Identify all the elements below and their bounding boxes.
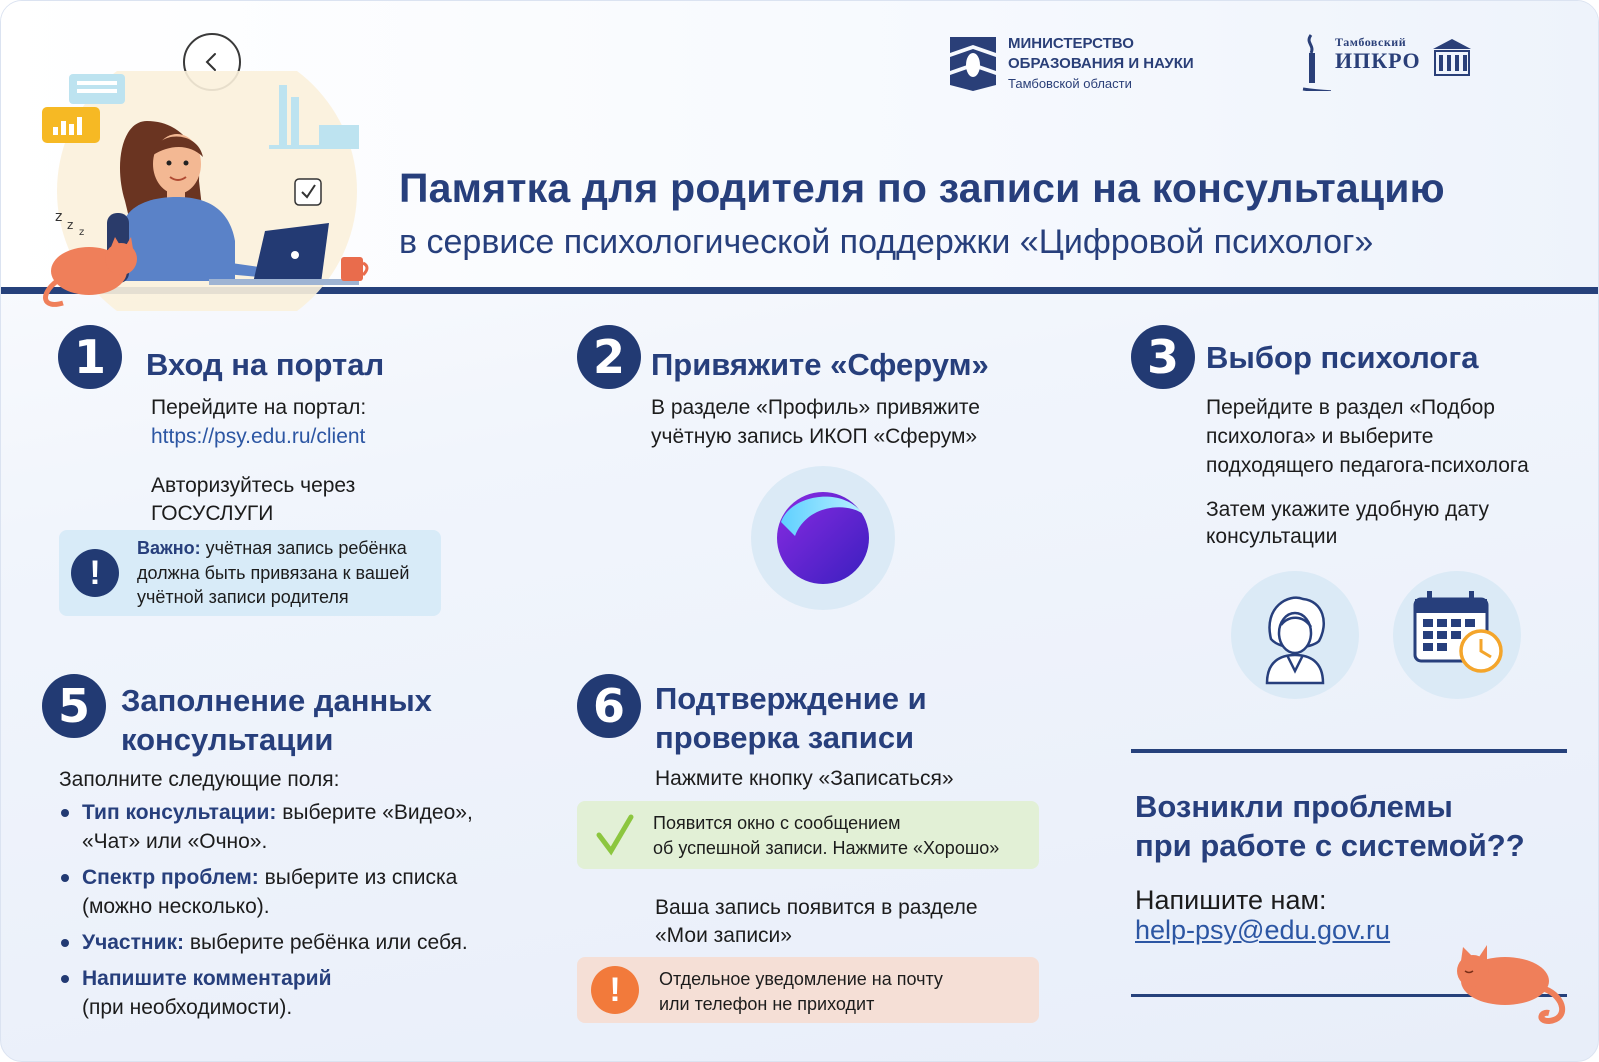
bullet-text: выберите «Видео», <box>276 801 473 824</box>
step3-line3: подходящего педагога-психолога <box>1206 454 1529 477</box>
chevron-left-icon <box>201 51 223 73</box>
checkmark-icon <box>595 813 635 857</box>
sleeping-cat-icon <box>1445 941 1595 1031</box>
step5-heading-line1: Заполнение данных <box>121 683 432 718</box>
bullet-text2: (можно несколько). <box>82 895 270 918</box>
help-heading-line2: при работе с системой?? <box>1135 828 1525 863</box>
list-item <box>57 863 527 921</box>
step2-heading: Привяжите «Сферум» <box>651 347 989 382</box>
torch-icon <box>1301 31 1331 91</box>
step1-text2-line1: Авторизуйтесь через <box>151 474 356 497</box>
ministry-logo <box>946 31 1216 97</box>
success-line2: об успешной записи. Нажмите «Хорошо» <box>653 837 1000 858</box>
step1-heading: Вход на портал <box>146 347 385 382</box>
step6-line3: «Мои записи» <box>655 924 792 947</box>
calendar-circle <box>1393 571 1521 699</box>
step3-line2: психолога» и выберите <box>1206 425 1434 448</box>
sferum-logo-circle <box>751 466 895 610</box>
bullet-bold: Спектр проблем: <box>82 866 259 889</box>
step6-number: 6 <box>577 674 641 738</box>
warning-note <box>577 957 1039 1023</box>
sferum-logo-icon <box>751 466 895 610</box>
step5-number: 5 <box>42 674 106 738</box>
step2-line2: учётную запись ИКОП «Сферум» <box>651 425 978 448</box>
success-note-text <box>653 811 999 860</box>
step5-heading-line2: консультации <box>121 722 334 757</box>
step3-heading: Выбор психолога <box>1206 340 1479 375</box>
calendar-clock-icon <box>1393 571 1521 699</box>
help-divider-top <box>1131 749 1567 753</box>
ministry-line2: ОБРАЗОВАНИЯ И НАУКИ <box>1008 55 1194 72</box>
portal-link[interactable]: https://psy.edu.ru/client <box>151 425 366 448</box>
bullet-bold: Тип консультации: <box>82 801 277 824</box>
svg-text:z: z <box>55 209 63 225</box>
list-item <box>57 964 527 1022</box>
ministry-emblem-icon <box>946 33 1000 93</box>
step6-line1: Нажмите кнопку «Записаться» <box>655 767 954 790</box>
step6-heading-line1: Подтверждение и <box>655 681 927 716</box>
svg-text:z: z <box>79 227 85 238</box>
step1-text1: Перейдите на портал: <box>151 396 367 419</box>
important-line1: учётная запись ребёнка <box>200 538 407 558</box>
warning-icon: ! <box>591 966 639 1014</box>
step2-line1: В разделе «Профиль» привяжите <box>651 396 980 419</box>
warning-line2: или телефон не приходит <box>659 993 875 1014</box>
important-line2: должна быть привязана к вашей <box>137 562 410 583</box>
page-title: Памятка для родителя по записи на консультацию <box>399 165 1445 211</box>
step3-line4: Затем укажите удобную дату <box>1206 498 1490 521</box>
success-line1: Появится окно с сообщением <box>653 813 901 833</box>
step2-number: 2 <box>577 325 641 389</box>
list-item <box>57 798 527 856</box>
ipkro-line2: ИПКРО <box>1335 48 1421 73</box>
bullet-text2: «Чат» или «Очно». <box>82 830 268 853</box>
step3-line1: Перейдите в раздел «Подбор <box>1206 396 1495 419</box>
help-email-link[interactable]: help-psy@edu.gov.ru <box>1135 915 1391 945</box>
bullet-bold: Участник: <box>82 931 184 954</box>
important-note-text <box>137 536 409 610</box>
psychologist-icon <box>1231 571 1359 699</box>
ministry-line3: Тамбовской области <box>1008 76 1132 91</box>
step1-text2-line2: ГОСУСЛУГИ <box>151 502 274 525</box>
help-heading-line1: Возникли проблемы <box>1135 789 1453 824</box>
step1-number: 1 <box>58 325 122 389</box>
step6-line2: Ваша запись появится в разделе <box>655 896 978 919</box>
list-item <box>57 928 527 957</box>
building-icon <box>1431 37 1473 77</box>
bullet-bold: Напишите комментарий <box>82 967 332 990</box>
warning-note-text <box>659 967 943 1016</box>
important-label: Важно: <box>137 538 201 558</box>
svg-text:z: z <box>67 218 74 232</box>
step3-number: 3 <box>1131 325 1195 389</box>
bullet-text: выберите ребёнка или себя. <box>184 931 468 954</box>
bullet-text2: (при необходимости). <box>82 996 293 1019</box>
page-subtitle: в сервисе психологической поддержки «Цифровой психолог» <box>399 223 1374 261</box>
exclamation-icon: ! <box>71 549 119 597</box>
step6-heading-line2: проверка записи <box>655 720 915 755</box>
woman-laptop-illustration <box>29 71 389 311</box>
warning-line1: Отдельное уведомление на почту <box>659 969 943 989</box>
bullet-text: выберите из списка <box>258 866 458 889</box>
important-line3: учётной записи родителя <box>137 587 349 607</box>
ipkro-line1: Тамбовский <box>1335 35 1407 49</box>
step3-line5: консультации <box>1206 525 1338 548</box>
psychologist-circle <box>1231 571 1359 699</box>
ipkro-logo <box>1301 31 1481 97</box>
success-note <box>577 801 1039 869</box>
step5-intro: Заполните следующие поля: <box>59 768 340 791</box>
ministry-line1: МИНИСТЕРСТВО <box>1008 35 1134 52</box>
important-note <box>59 530 441 616</box>
fields-list <box>57 798 527 1029</box>
help-write-us: Напишите нам: <box>1135 885 1327 915</box>
